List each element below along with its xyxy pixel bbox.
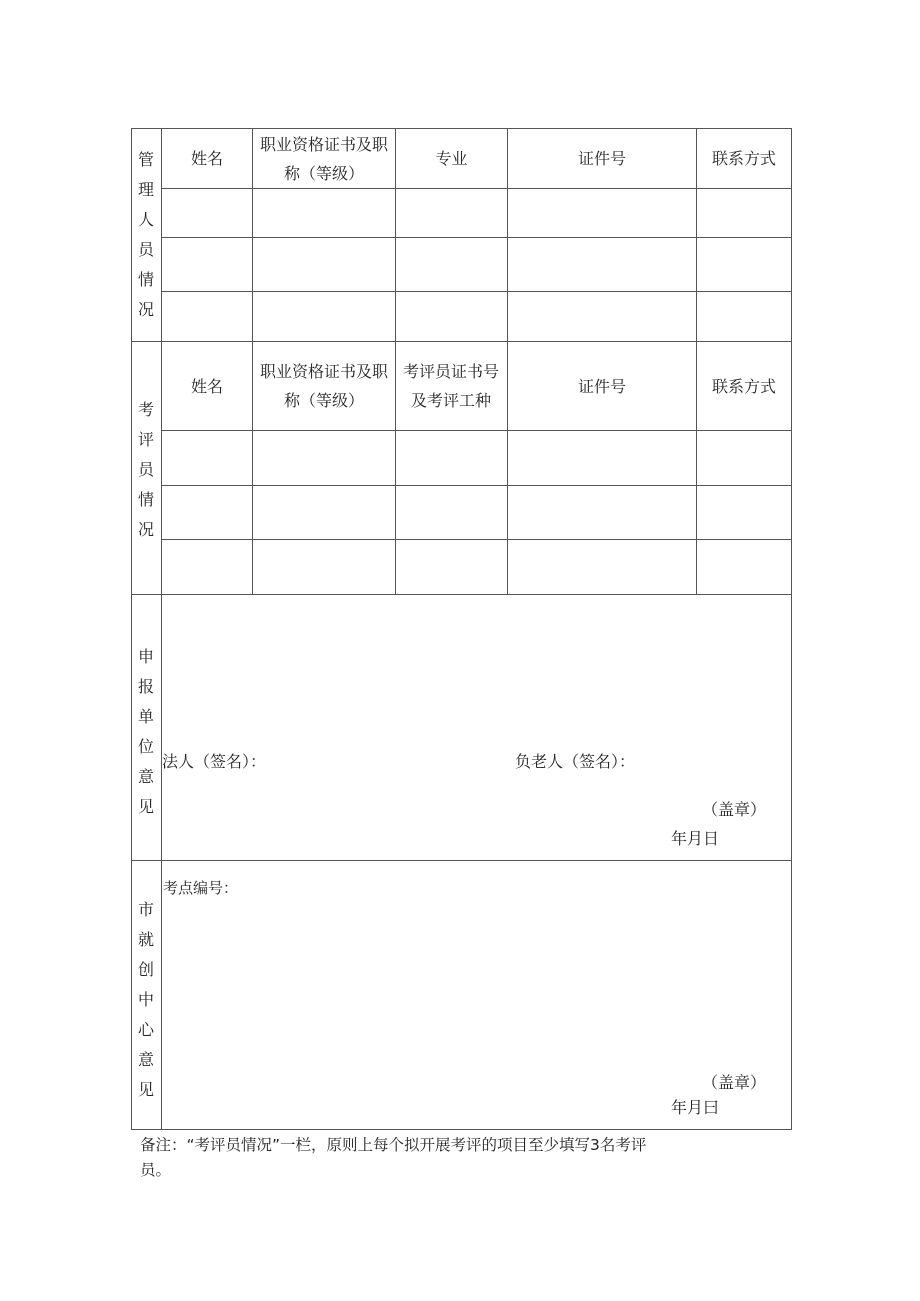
eval-header-name: 姓名: [190, 376, 223, 396]
mgmt-header-id-number: 证件号: [577, 149, 626, 168]
note-line-2: 员。: [140, 1161, 172, 1179]
mgmt-header-name: 姓名: [190, 149, 223, 168]
applicant-side-label: 申 报 单 位 意 见: [137, 647, 154, 816]
eval-header-id-number: 证件号: [577, 376, 626, 396]
section-divider-2: [131, 594, 792, 595]
mgmt-row-line: [161, 291, 792, 292]
eval-row-line: [161, 430, 792, 431]
mgmt-header-qualification: 职业资格证书及职称（等级）: [259, 134, 388, 183]
section-divider-3: [131, 860, 792, 861]
table-border-right: [791, 128, 792, 1130]
evaluators-side-label: 考 评 员 情 况: [137, 400, 154, 539]
eval-header-qualification: 职业资格证书及职称（等级）: [259, 362, 388, 410]
eval-header-contact: 联系方式: [711, 376, 776, 396]
eval-row-line: [161, 539, 792, 540]
table-border-bottom: [131, 1129, 792, 1130]
mgmt-row-line: [161, 188, 792, 189]
center-side-label: 市 就 创 中 心 意 见: [137, 900, 154, 1099]
eval-header-certificate: 考评员证书号及考评工种: [402, 362, 499, 410]
management-side-label: 管 理 人 员 情 况: [137, 150, 154, 319]
mgmt-header-major: 专业: [435, 149, 468, 168]
note-line-1: 备注：“考评员情况”一栏，原则上每个拟开展考评的项目至少填写3名考评: [140, 1136, 647, 1154]
mgmt-row-line: [161, 237, 792, 238]
applicant-seal-label: （盖章）: [702, 800, 767, 819]
center-date-label: 年月曰: [671, 1098, 720, 1117]
site-number-label: 考点编号：: [163, 879, 239, 897]
responsible-person-signature-label: 负老人（签名）：: [515, 752, 636, 771]
eval-row-line: [161, 485, 792, 486]
applicant-date-label: 年月日: [671, 829, 720, 848]
side-label-divider: [161, 128, 162, 1130]
legal-person-signature-label: 法人（签名）：: [162, 752, 267, 771]
col-line: [252, 128, 253, 594]
mgmt-header-contact: 联系方式: [711, 149, 776, 168]
center-seal-label: （盖章）: [702, 1073, 767, 1092]
col-line: [395, 128, 396, 594]
